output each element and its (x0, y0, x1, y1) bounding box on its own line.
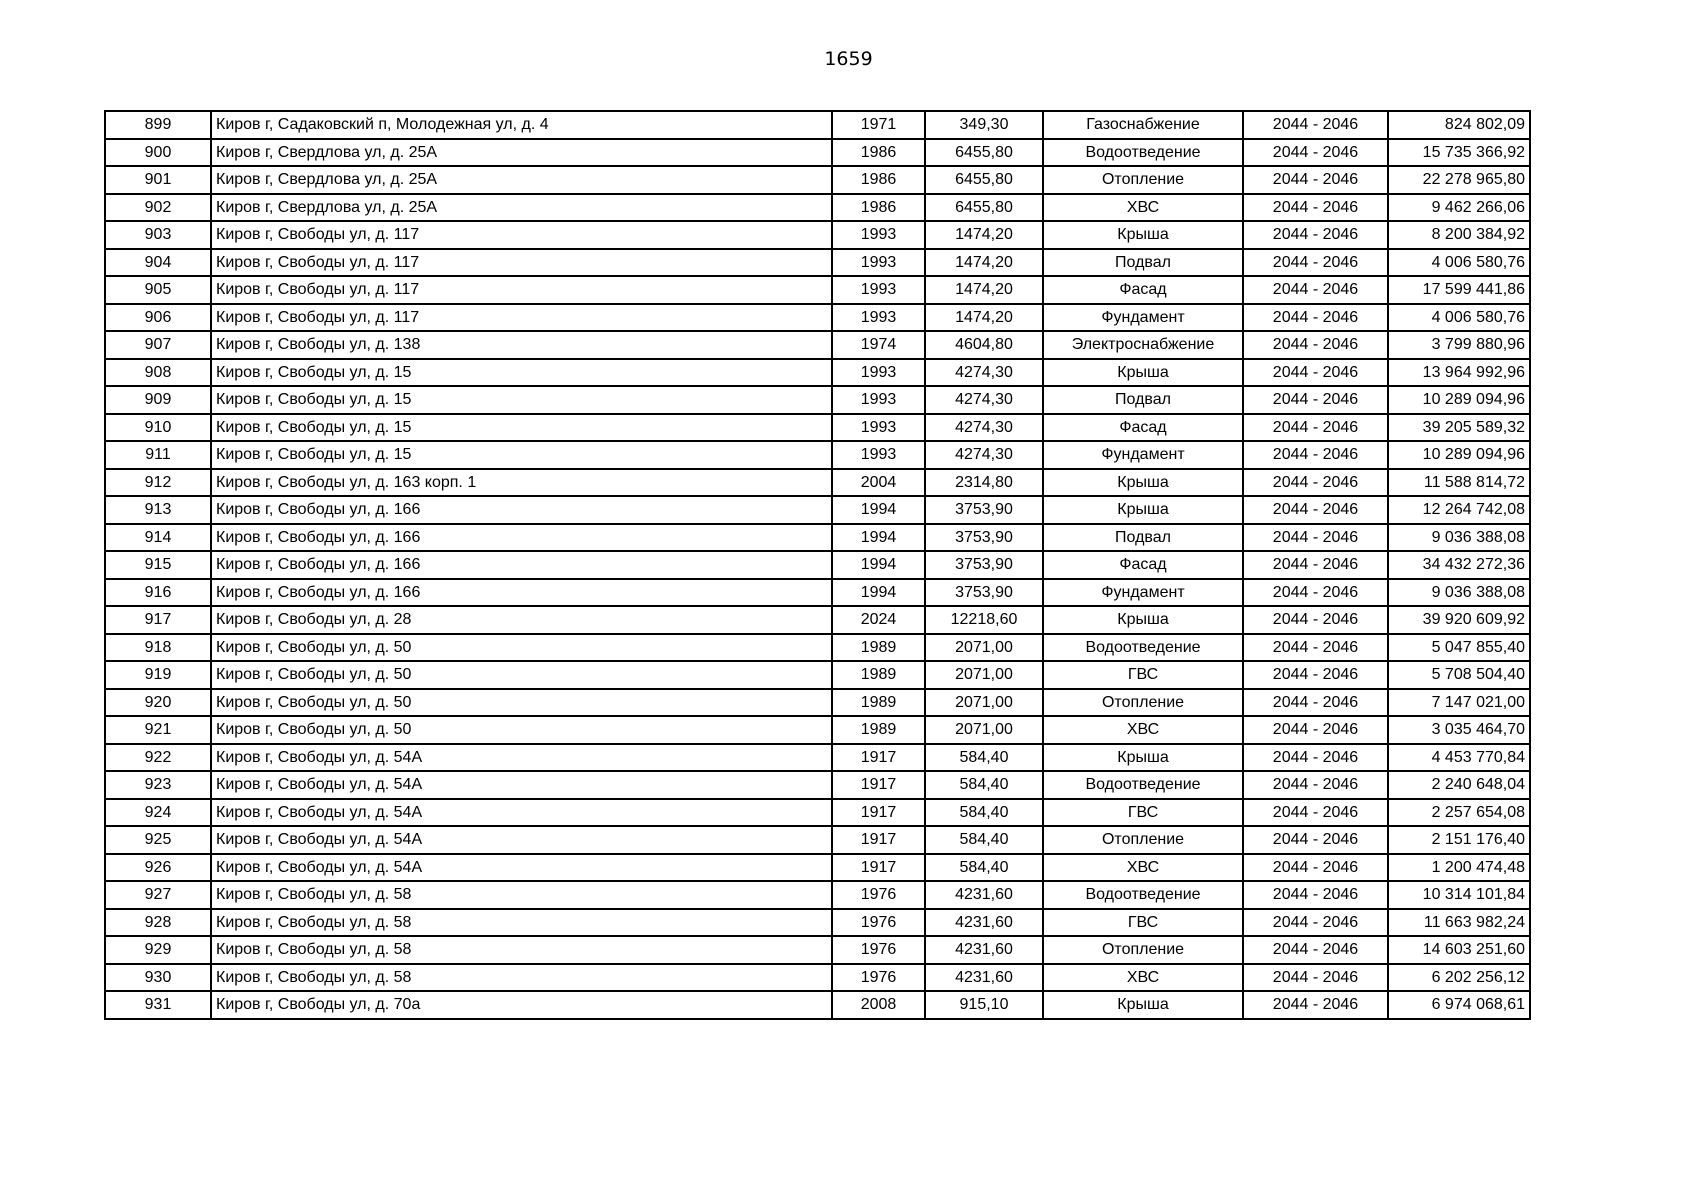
build-year-cell: 1994 (832, 551, 925, 579)
address-cell: Киров г, Садаковский п, Молодежная ул, д. 4 (211, 111, 832, 139)
row-number-cell: 931 (105, 991, 211, 1019)
cost-cell: 10 289 094,96 (1388, 386, 1530, 414)
build-year-cell: 1994 (832, 524, 925, 552)
period-cell: 2044 - 2046 (1243, 634, 1388, 662)
row-number-cell: 900 (105, 139, 211, 167)
area-cell: 584,40 (925, 854, 1043, 882)
row-number-cell: 909 (105, 386, 211, 414)
address-cell: Киров г, Свободы ул, д. 50 (211, 634, 832, 662)
build-year-cell: 1989 (832, 634, 925, 662)
period-cell: 2044 - 2046 (1243, 799, 1388, 827)
area-cell: 12218,60 (925, 606, 1043, 634)
row-number-cell: 924 (105, 799, 211, 827)
row-number-cell: 929 (105, 936, 211, 964)
period-cell: 2044 - 2046 (1243, 689, 1388, 717)
address-cell: Киров г, Свободы ул, д. 166 (211, 524, 832, 552)
table-row (105, 799, 1530, 827)
cost-cell: 2 257 654,08 (1388, 799, 1530, 827)
build-year-cell: 1986 (832, 194, 925, 222)
table-row (105, 304, 1530, 332)
work-type-cell: Фундамент (1043, 441, 1243, 469)
table-row (105, 359, 1530, 387)
area-cell: 584,40 (925, 771, 1043, 799)
address-cell: Киров г, Свободы ул, д. 54А (211, 854, 832, 882)
build-year-cell: 2004 (832, 469, 925, 497)
address-cell: Киров г, Свободы ул, д. 54А (211, 799, 832, 827)
work-type-cell: Газоснабжение (1043, 111, 1243, 139)
address-cell: Киров г, Свердлова ул, д. 25А (211, 139, 832, 167)
table-row (105, 524, 1530, 552)
table-row (105, 221, 1530, 249)
period-cell: 2044 - 2046 (1243, 469, 1388, 497)
area-cell: 4274,30 (925, 414, 1043, 442)
period-cell: 2044 - 2046 (1243, 331, 1388, 359)
address-cell: Киров г, Свердлова ул, д. 25А (211, 166, 832, 194)
row-number-cell: 911 (105, 441, 211, 469)
work-type-cell: ГВС (1043, 661, 1243, 689)
work-type-cell: Крыша (1043, 359, 1243, 387)
cost-cell: 34 432 272,36 (1388, 551, 1530, 579)
work-type-cell: Крыша (1043, 221, 1243, 249)
period-cell: 2044 - 2046 (1243, 744, 1388, 772)
address-cell: Киров г, Свободы ул, д. 50 (211, 689, 832, 717)
period-cell: 2044 - 2046 (1243, 249, 1388, 277)
row-number-cell: 915 (105, 551, 211, 579)
table-row (105, 881, 1530, 909)
area-cell: 584,40 (925, 826, 1043, 854)
work-type-cell: ХВС (1043, 716, 1243, 744)
build-year-cell: 2024 (832, 606, 925, 634)
row-number-cell: 927 (105, 881, 211, 909)
work-type-cell: Отопление (1043, 936, 1243, 964)
cost-cell: 39 920 609,92 (1388, 606, 1530, 634)
work-type-cell: Фасад (1043, 551, 1243, 579)
period-cell: 2044 - 2046 (1243, 139, 1388, 167)
area-cell: 4604,80 (925, 331, 1043, 359)
row-number-cell: 914 (105, 524, 211, 552)
row-number-cell: 930 (105, 964, 211, 992)
table-row (105, 771, 1530, 799)
repair-schedule-table (104, 110, 1531, 1020)
build-year-cell: 1993 (832, 414, 925, 442)
work-type-cell: Крыша (1043, 606, 1243, 634)
work-type-cell: Фундамент (1043, 579, 1243, 607)
area-cell: 2071,00 (925, 634, 1043, 662)
cost-cell: 39 205 589,32 (1388, 414, 1530, 442)
table-row (105, 964, 1530, 992)
period-cell: 2044 - 2046 (1243, 524, 1388, 552)
build-year-cell: 1994 (832, 579, 925, 607)
area-cell: 2314,80 (925, 469, 1043, 497)
cost-cell: 2 151 176,40 (1388, 826, 1530, 854)
address-cell: Киров г, Свободы ул, д. 15 (211, 386, 832, 414)
row-number-cell: 919 (105, 661, 211, 689)
cost-cell: 1 200 474,48 (1388, 854, 1530, 882)
cost-cell: 14 603 251,60 (1388, 936, 1530, 964)
row-number-cell: 921 (105, 716, 211, 744)
address-cell: Киров г, Свободы ул, д. 15 (211, 441, 832, 469)
cost-cell: 4 453 770,84 (1388, 744, 1530, 772)
table-row (105, 744, 1530, 772)
build-year-cell: 1993 (832, 441, 925, 469)
area-cell: 6455,80 (925, 166, 1043, 194)
row-number-cell: 916 (105, 579, 211, 607)
area-cell: 6455,80 (925, 194, 1043, 222)
area-cell: 4274,30 (925, 359, 1043, 387)
cost-cell: 3 799 880,96 (1388, 331, 1530, 359)
table-row (105, 414, 1530, 442)
row-number-cell: 922 (105, 744, 211, 772)
table-row (105, 826, 1530, 854)
period-cell: 2044 - 2046 (1243, 881, 1388, 909)
row-number-cell: 904 (105, 249, 211, 277)
work-type-cell: Водоотведение (1043, 139, 1243, 167)
period-cell: 2044 - 2046 (1243, 964, 1388, 992)
work-type-cell: Водоотведение (1043, 881, 1243, 909)
address-cell: Киров г, Свободы ул, д. 166 (211, 496, 832, 524)
row-number-cell: 928 (105, 909, 211, 937)
area-cell: 1474,20 (925, 276, 1043, 304)
cost-cell: 3 035 464,70 (1388, 716, 1530, 744)
address-cell: Киров г, Свободы ул, д. 58 (211, 964, 832, 992)
table-row (105, 716, 1530, 744)
address-cell: Киров г, Свободы ул, д. 163 корп. 1 (211, 469, 832, 497)
cost-cell: 12 264 742,08 (1388, 496, 1530, 524)
area-cell: 2071,00 (925, 716, 1043, 744)
cost-cell: 13 964 992,96 (1388, 359, 1530, 387)
cost-cell: 5 708 504,40 (1388, 661, 1530, 689)
period-cell: 2044 - 2046 (1243, 496, 1388, 524)
build-year-cell: 1994 (832, 496, 925, 524)
address-cell: Киров г, Свободы ул, д. 117 (211, 304, 832, 332)
row-number-cell: 901 (105, 166, 211, 194)
period-cell: 2044 - 2046 (1243, 111, 1388, 139)
table-row (105, 496, 1530, 524)
area-cell: 349,30 (925, 111, 1043, 139)
row-number-cell: 925 (105, 826, 211, 854)
address-cell: Киров г, Свободы ул, д. 138 (211, 331, 832, 359)
build-year-cell: 1976 (832, 909, 925, 937)
table-row (105, 194, 1530, 222)
table-row (105, 661, 1530, 689)
period-cell: 2044 - 2046 (1243, 826, 1388, 854)
table-row (105, 551, 1530, 579)
work-type-cell: Отопление (1043, 826, 1243, 854)
area-cell: 1474,20 (925, 249, 1043, 277)
work-type-cell: Крыша (1043, 469, 1243, 497)
cost-cell: 11 588 814,72 (1388, 469, 1530, 497)
table-row (105, 386, 1530, 414)
period-cell: 2044 - 2046 (1243, 414, 1388, 442)
row-number-cell: 918 (105, 634, 211, 662)
cost-cell: 9 462 266,06 (1388, 194, 1530, 222)
build-year-cell: 1974 (832, 331, 925, 359)
work-type-cell: ХВС (1043, 964, 1243, 992)
period-cell: 2044 - 2046 (1243, 359, 1388, 387)
table-row (105, 139, 1530, 167)
row-number-cell: 920 (105, 689, 211, 717)
period-cell: 2044 - 2046 (1243, 854, 1388, 882)
address-cell: Киров г, Свободы ул, д. 166 (211, 579, 832, 607)
build-year-cell: 1986 (832, 166, 925, 194)
work-type-cell: Крыша (1043, 991, 1243, 1019)
period-cell: 2044 - 2046 (1243, 276, 1388, 304)
table-row (105, 331, 1530, 359)
address-cell: Киров г, Свободы ул, д. 15 (211, 414, 832, 442)
address-cell: Киров г, Свободы ул, д. 117 (211, 249, 832, 277)
build-year-cell: 1917 (832, 799, 925, 827)
work-type-cell: Электроснабжение (1043, 331, 1243, 359)
build-year-cell: 1993 (832, 249, 925, 277)
address-cell: Киров г, Свердлова ул, д. 25А (211, 194, 832, 222)
cost-cell: 15 735 366,92 (1388, 139, 1530, 167)
address-cell: Киров г, Свободы ул, д. 54А (211, 744, 832, 772)
cost-cell: 17 599 441,86 (1388, 276, 1530, 304)
area-cell: 1474,20 (925, 221, 1043, 249)
area-cell: 2071,00 (925, 661, 1043, 689)
period-cell: 2044 - 2046 (1243, 386, 1388, 414)
cost-cell: 6 202 256,12 (1388, 964, 1530, 992)
row-number-cell: 908 (105, 359, 211, 387)
work-type-cell: Фасад (1043, 276, 1243, 304)
table-row (105, 689, 1530, 717)
cost-cell: 8 200 384,92 (1388, 221, 1530, 249)
area-cell: 6455,80 (925, 139, 1043, 167)
cost-cell: 5 047 855,40 (1388, 634, 1530, 662)
row-number-cell: 912 (105, 469, 211, 497)
table-row (105, 909, 1530, 937)
work-type-cell: Фундамент (1043, 304, 1243, 332)
area-cell: 3753,90 (925, 579, 1043, 607)
period-cell: 2044 - 2046 (1243, 304, 1388, 332)
cost-cell: 10 314 101,84 (1388, 881, 1530, 909)
row-number-cell: 903 (105, 221, 211, 249)
build-year-cell: 1993 (832, 221, 925, 249)
build-year-cell: 1917 (832, 826, 925, 854)
work-type-cell: Крыша (1043, 496, 1243, 524)
address-cell: Киров г, Свободы ул, д. 28 (211, 606, 832, 634)
work-type-cell: Фасад (1043, 414, 1243, 442)
cost-cell: 10 289 094,96 (1388, 441, 1530, 469)
work-type-cell: Отопление (1043, 689, 1243, 717)
table-row (105, 276, 1530, 304)
area-cell: 1474,20 (925, 304, 1043, 332)
work-type-cell: ХВС (1043, 854, 1243, 882)
build-year-cell: 1993 (832, 359, 925, 387)
table-row (105, 111, 1530, 139)
address-cell: Киров г, Свободы ул, д. 117 (211, 276, 832, 304)
address-cell: Киров г, Свободы ул, д. 15 (211, 359, 832, 387)
build-year-cell: 1976 (832, 881, 925, 909)
address-cell: Киров г, Свободы ул, д. 166 (211, 551, 832, 579)
cost-cell: 2 240 648,04 (1388, 771, 1530, 799)
build-year-cell: 1971 (832, 111, 925, 139)
address-cell: Киров г, Свободы ул, д. 54А (211, 771, 832, 799)
period-cell: 2044 - 2046 (1243, 661, 1388, 689)
area-cell: 2071,00 (925, 689, 1043, 717)
work-type-cell: Подвал (1043, 386, 1243, 414)
area-cell: 4231,60 (925, 909, 1043, 937)
table-row (105, 991, 1530, 1019)
row-number-cell: 926 (105, 854, 211, 882)
area-cell: 4231,60 (925, 936, 1043, 964)
area-cell: 915,10 (925, 991, 1043, 1019)
period-cell: 2044 - 2046 (1243, 579, 1388, 607)
cost-cell: 22 278 965,80 (1388, 166, 1530, 194)
work-type-cell: Отопление (1043, 166, 1243, 194)
build-year-cell: 1989 (832, 661, 925, 689)
build-year-cell: 1993 (832, 386, 925, 414)
work-type-cell: Водоотведение (1043, 634, 1243, 662)
address-cell: Киров г, Свободы ул, д. 50 (211, 716, 832, 744)
table-row (105, 469, 1530, 497)
table-body (105, 111, 1530, 1019)
build-year-cell: 1989 (832, 716, 925, 744)
work-type-cell: Водоотведение (1043, 771, 1243, 799)
address-cell: Киров г, Свободы ул, д. 58 (211, 909, 832, 937)
area-cell: 4274,30 (925, 441, 1043, 469)
build-year-cell: 1993 (832, 276, 925, 304)
period-cell: 2044 - 2046 (1243, 194, 1388, 222)
build-year-cell: 1917 (832, 854, 925, 882)
work-type-cell: Подвал (1043, 524, 1243, 552)
address-cell: Киров г, Свободы ул, д. 54А (211, 826, 832, 854)
cost-cell: 6 974 068,61 (1388, 991, 1530, 1019)
address-cell: Киров г, Свободы ул, д. 70а (211, 991, 832, 1019)
area-cell: 4231,60 (925, 881, 1043, 909)
address-cell: Киров г, Свободы ул, д. 50 (211, 661, 832, 689)
row-number-cell: 923 (105, 771, 211, 799)
row-number-cell: 905 (105, 276, 211, 304)
area-cell: 3753,90 (925, 496, 1043, 524)
period-cell: 2044 - 2046 (1243, 551, 1388, 579)
area-cell: 3753,90 (925, 551, 1043, 579)
period-cell: 2044 - 2046 (1243, 716, 1388, 744)
build-year-cell: 1976 (832, 936, 925, 964)
table-row (105, 634, 1530, 662)
build-year-cell: 1917 (832, 771, 925, 799)
area-cell: 3753,90 (925, 524, 1043, 552)
period-cell: 2044 - 2046 (1243, 991, 1388, 1019)
row-number-cell: 917 (105, 606, 211, 634)
work-type-cell: ГВС (1043, 799, 1243, 827)
build-year-cell: 1917 (832, 744, 925, 772)
table-row (105, 441, 1530, 469)
work-type-cell: Крыша (1043, 744, 1243, 772)
table-row (105, 579, 1530, 607)
table-row (105, 854, 1530, 882)
cost-cell: 4 006 580,76 (1388, 304, 1530, 332)
work-type-cell: ХВС (1043, 194, 1243, 222)
page-number: 1659 (824, 48, 873, 70)
build-year-cell: 1976 (832, 964, 925, 992)
cost-cell: 824 802,09 (1388, 111, 1530, 139)
row-number-cell: 910 (105, 414, 211, 442)
work-type-cell: Подвал (1043, 249, 1243, 277)
area-cell: 4274,30 (925, 386, 1043, 414)
area-cell: 4231,60 (925, 964, 1043, 992)
area-cell: 584,40 (925, 744, 1043, 772)
period-cell: 2044 - 2046 (1243, 441, 1388, 469)
cost-cell: 4 006 580,76 (1388, 249, 1530, 277)
work-type-cell: ГВС (1043, 909, 1243, 937)
table-row (105, 249, 1530, 277)
address-cell: Киров г, Свободы ул, д. 58 (211, 936, 832, 964)
cost-cell: 9 036 388,08 (1388, 579, 1530, 607)
cost-cell: 11 663 982,24 (1388, 909, 1530, 937)
cost-cell: 9 036 388,08 (1388, 524, 1530, 552)
build-year-cell: 1993 (832, 304, 925, 332)
build-year-cell: 2008 (832, 991, 925, 1019)
period-cell: 2044 - 2046 (1243, 606, 1388, 634)
table-row (105, 936, 1530, 964)
table-row (105, 606, 1530, 634)
table-row (105, 166, 1530, 194)
period-cell: 2044 - 2046 (1243, 221, 1388, 249)
period-cell: 2044 - 2046 (1243, 771, 1388, 799)
address-cell: Киров г, Свободы ул, д. 58 (211, 881, 832, 909)
period-cell: 2044 - 2046 (1243, 936, 1388, 964)
build-year-cell: 1989 (832, 689, 925, 717)
row-number-cell: 902 (105, 194, 211, 222)
row-number-cell: 906 (105, 304, 211, 332)
period-cell: 2044 - 2046 (1243, 166, 1388, 194)
row-number-cell: 907 (105, 331, 211, 359)
area-cell: 584,40 (925, 799, 1043, 827)
period-cell: 2044 - 2046 (1243, 909, 1388, 937)
build-year-cell: 1986 (832, 139, 925, 167)
cost-cell: 7 147 021,00 (1388, 689, 1530, 717)
row-number-cell: 899 (105, 111, 211, 139)
row-number-cell: 913 (105, 496, 211, 524)
address-cell: Киров г, Свободы ул, д. 117 (211, 221, 832, 249)
